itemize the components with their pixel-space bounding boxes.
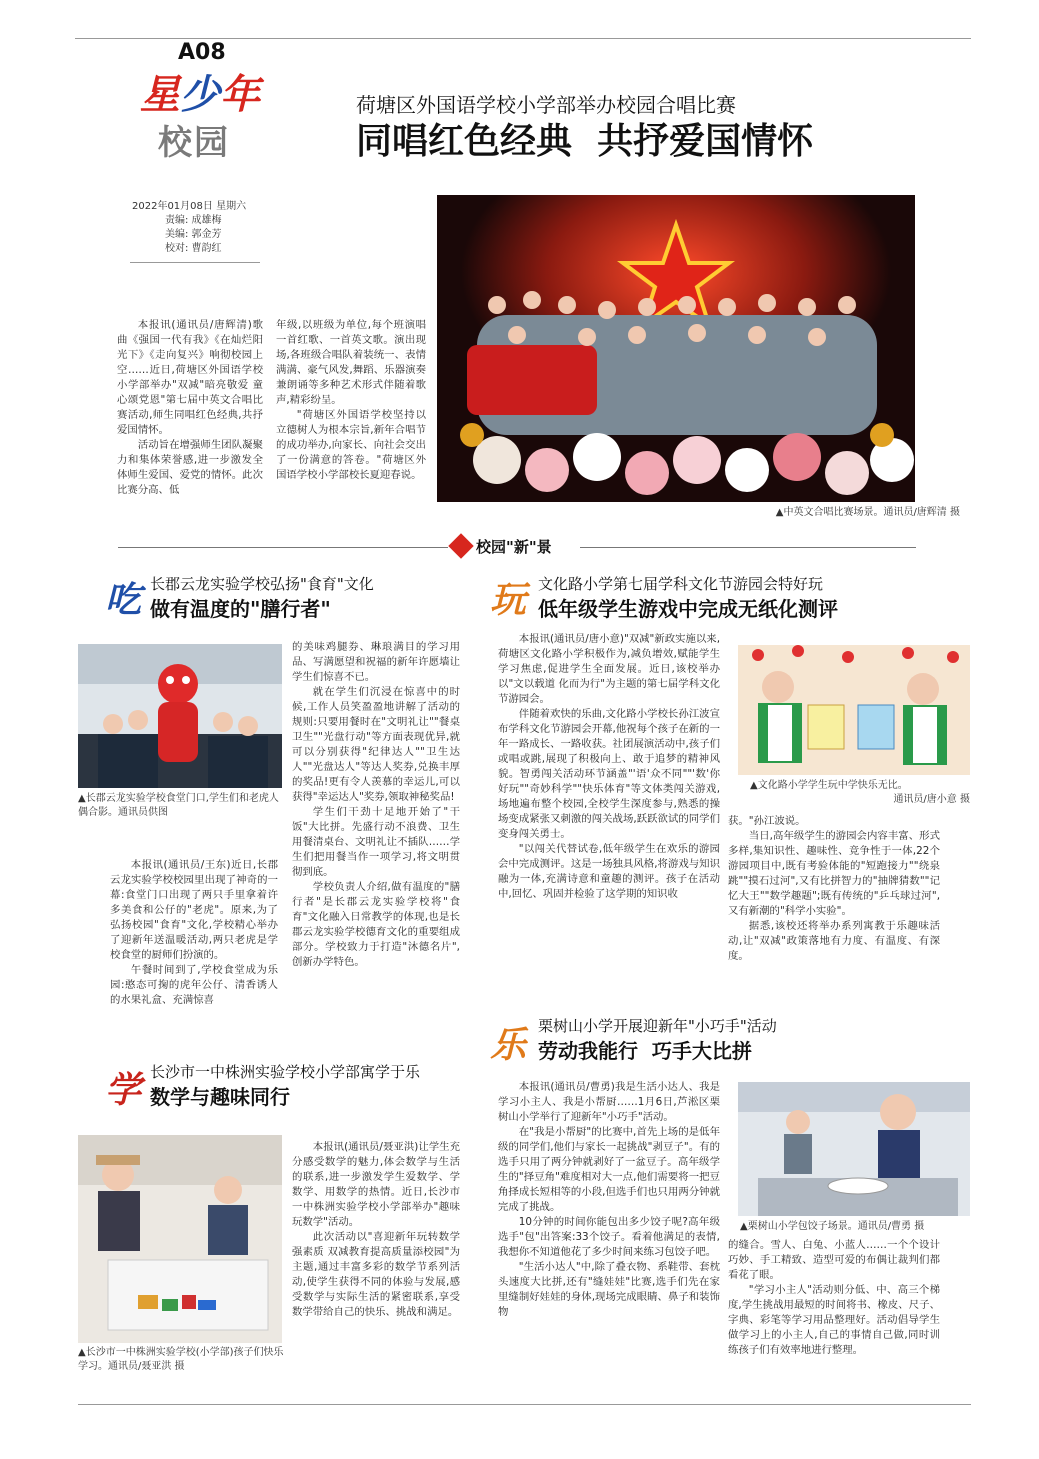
star-stage-icon bbox=[437, 195, 915, 502]
play-kicker: 文化路小学第七届学科文化节游园会特好玩 bbox=[538, 575, 824, 593]
eat-kicker: 长郡云龙实验学校弘扬"食育"文化 bbox=[150, 575, 374, 593]
section-banner: 校园"新"景 bbox=[476, 538, 552, 556]
happy-paragraph: "生活小达人"中,除了叠衣物、系鞋带、套枕头速度大比拼,还有"缝娃娃"比赛,选手们先在家里缝制好娃娃的身体,现场完成眼睛、鼻子和装饰物 bbox=[498, 1261, 720, 1318]
lead-column-1 bbox=[117, 318, 263, 523]
brand-char-3: 年 bbox=[220, 71, 260, 118]
eat-col1-paragraph: 午餐时间到了,学校食堂成为乐园:憨态可掬的虎年公仔、清香诱人的水果礼盒、充满惊喜 bbox=[110, 964, 278, 1006]
play-col2-paragraph: 据悉,该校还将举办系列寓教于乐趣味活动,让"双减"政策落地有力度、有温度、有深度。 bbox=[728, 920, 940, 962]
learn-tag: 学 bbox=[105, 1069, 142, 1111]
brand-char-2: 少 bbox=[180, 71, 220, 118]
lead-photo-caption: ▲中英文合唱比赛场景。通讯员/唐辉清 摄 bbox=[775, 507, 960, 518]
eat-photo-caption: ▲长郡云龙实验学校食堂门口,学生们和老虎人偶合影。通讯员供图 bbox=[78, 793, 279, 818]
section-title: 校园 bbox=[158, 123, 230, 163]
lead-col2-paragraph: "荷塘区外国语学校坚持以立德树人为根本宗旨,新年合唱节的成功举办,向家长、向社会交出了一份满意的答卷。"荷塘区外国语学校小学部校长夏迎春说。 bbox=[276, 409, 426, 481]
bottom-rule bbox=[78, 1404, 971, 1405]
eat-col2-paragraph: 学校负责人介绍,做有温度的"膳行者"是长郡云龙实验学校将"食育"文化融入日常教学的体现,也是长郡云龙实验学校德育文化的重要组成部分。学校致力于打造"沐德名片",创新办学特色。 bbox=[292, 881, 460, 968]
brand-logo bbox=[140, 70, 260, 120]
play-col2-paragraph: 获。"孙江波说。 bbox=[728, 815, 806, 827]
play-tag: 玩 bbox=[490, 579, 527, 621]
eat-col1-paragraph: 本报讯(通讯员/王东)近日,长郡云龙实验学校校园里出现了神奇的一幕:食堂门口出现了两只手里拿着许多美食和公仔的"老虎"。原来,为了弘扬校园"食育"文化,学校精心举办了迎新年送温暖活动,两只老虎是学校食堂的厨师们扮演的。 bbox=[110, 859, 278, 961]
happy-photo-caption: ▲栗树山小学包饺子场景。通讯员/曹勇 摄 bbox=[740, 1221, 925, 1232]
play-column-1 bbox=[498, 632, 720, 1044]
date-line: 2022年01月08日 星期六 bbox=[132, 201, 247, 212]
happy-photo bbox=[738, 1082, 970, 1216]
play-photo-caption-2: 通讯员/唐小意 摄 bbox=[893, 794, 970, 805]
play-column-2 bbox=[728, 814, 940, 1044]
masthead-rule bbox=[130, 262, 260, 263]
play-photo-caption-1: ▲文化路小学学生玩中学快乐无比。 bbox=[750, 780, 908, 791]
lead-headline: 同唱红色经典 共抒爱国情怀 bbox=[356, 121, 814, 162]
banner-rule-left bbox=[118, 547, 448, 548]
play-photo bbox=[738, 645, 970, 775]
learn-photo-caption: ▲长沙市一中株洲实验学校(小学部)孩子们快乐学习。通讯员/聂亚洪 摄 bbox=[78, 1347, 284, 1372]
dumpling-photo bbox=[738, 1082, 970, 1216]
banner-icon bbox=[448, 533, 473, 558]
play-col2-paragraph: 当日,高年级学生的游园会内容丰富、形式多样,集知识性、趣味性、竞争性于一体,22个游园项目中,既有考验体能的"短跑接力""绕泉跳""摸石过河",又有比拼智力的"抽牌猜数""记忆大王""数学趣题";既有传统的"乒乓球过河",又有新潮的"科学小实验"。 bbox=[728, 830, 940, 917]
happy-headline: 劳动我能行 巧手大比拼 bbox=[538, 1039, 752, 1063]
lead-kicker: 荷塘区外国语学校小学部举办校园合唱比赛 bbox=[356, 93, 736, 117]
happy-col2-paragraph: 的缝合。雪人、白兔、小蓝人……一个个设计巧妙、手工精致、造型可爱的布偶让裁判们都看花了眼。 bbox=[728, 1239, 940, 1281]
learn-column bbox=[292, 1140, 460, 1382]
learn-headline: 数学与趣味同行 bbox=[150, 1085, 290, 1109]
happy-column-1 bbox=[498, 1080, 720, 1382]
eat-photo bbox=[78, 644, 282, 788]
banner-rule-right bbox=[580, 547, 916, 548]
eat-column-2 bbox=[292, 640, 460, 1090]
learn-kicker: 长沙市一中株洲实验学校小学部寓学于乐 bbox=[150, 1063, 421, 1081]
game-students-photo bbox=[738, 645, 970, 775]
eat-col2-paragraph: 学生们干劲十足地开始了"干饭"大比拼。先盛行动不浪费、卫生用餐清桌台、文明礼让不插队……学生们把用餐当作一项学习,将文明贯彻到底。 bbox=[292, 806, 460, 878]
editor-line: 责编: 成雄梅 bbox=[165, 215, 222, 226]
page-number: A08 bbox=[178, 40, 226, 65]
tiger-mascot-photo bbox=[78, 644, 282, 788]
lead-col1-paragraph: 活动旨在增强师生团队凝聚力和集体荣誉感,进一步激发全体师生爱国、爱党的情怀。此次比赛分高、低 bbox=[117, 439, 263, 496]
eat-headline: 做有温度的"膳行者" bbox=[150, 597, 331, 621]
happy-paragraph: 本报讯(通讯员/曹勇)我是生活小达人、我是学习小主人、我是小帮厨……1月6日,芦淞区栗树山小学举行了迎新年"小巧手"活动。 bbox=[498, 1081, 720, 1123]
play-col1-paragraph: 伴随着欢快的乐曲,文化路小学校长孙江波宣布学科文化节游园会开幕,他祝每个孩子在新的一年一路成长、一路收获。社团展演活动中,孩子们或唱或跳,展现了积极向上、敢于追梦的精神风貌。智勇闯关活动环节涵盖"'语'众不同""'数'你好玩""奇妙科学""快乐体育"等文体类闯关游戏,场地遍布整个校园,全校学生深度参与,熟悉的操场变成紧张又刺激的闯关战场,跃跃欲试的同学们变身闯关勇士。 bbox=[498, 708, 720, 840]
learn-paragraph: 此次活动以"喜迎新年玩转数学强素质 双减教育提高质量添校园"为主题,通过丰富多彩的数学节系列活动,使学生获得不同的体验与发展,感受数学与实际生活的紧密联系,享受数学带给自己的快乐、挑战和满足。 bbox=[292, 1231, 460, 1318]
learn-paragraph: 本报讯(通讯员/聂亚洪)让学生充分感受数学的魅力,体会数学与生活的联系,进一步激发学生爱数学、学数学、用数学的热情。近日,长沙市一中株洲实验学校小学部举办"趣味玩数学"活动。 bbox=[292, 1141, 460, 1228]
play-col1-paragraph: "以闯关代替试卷,低年级学生在欢乐的游园会中完成测评。这是一场独具风格,将游戏与知识融为一体,充满诗意和童趣的测评。孩子在活动中,回忆、巩固并检验了这学期的知识收 bbox=[498, 843, 720, 900]
play-headline: 低年级学生游戏中完成无纸化测评 bbox=[538, 597, 838, 621]
top-rule bbox=[75, 38, 971, 39]
proofreader-line: 校对: 曹韵红 bbox=[165, 243, 222, 254]
happy-kicker: 栗树山小学开展迎新年"小巧手"活动 bbox=[538, 1017, 777, 1035]
happy-col2-paragraph: "学习小主人"活动则分低、中、高三个梯度,学生挑战用最短的时间将书、橡皮、尺子、字典、彩笔等学习用品整理好。活动倡导学生做学习上的小主人,自己的事情自己做,同时训练孩子们有效率地进行整理。 bbox=[728, 1284, 940, 1356]
happy-paragraph: 10分钟的时间你能包出多少饺子呢?高年级选手"包"出答案:33个饺子。看着他满足的表情,我想你不知道他花了多少时间来练习包饺子吧。 bbox=[498, 1216, 720, 1258]
math-class-photo bbox=[78, 1135, 282, 1343]
eat-tag: 吃 bbox=[105, 579, 142, 621]
lead-col2-paragraph: 年级,以班级为单位,每个班演唱一首红歌、一首英文歌。演出现场,各班级合唱队着装统一、表情满满、豪气风发,舞蹈、乐器演奏兼朗诵等多种艺术形式伴随着歌声,精彩纷呈。 bbox=[276, 319, 426, 406]
lead-col1-paragraph: 本报讯(通讯员/唐辉清)歌曲《强国一代有我》《在灿烂阳光下》《走向复兴》响彻校园上空……近日,荷塘区外国语学校小学部举办"双减"暗亮敬爱 童心颂党恩"第七届中英文合唱比赛活动,师生同唱红色经典,共抒爱国情怀。 bbox=[117, 319, 263, 436]
lead-photo bbox=[437, 195, 915, 502]
happy-column-2 bbox=[728, 1238, 940, 1382]
brand-char-1: 星 bbox=[140, 71, 180, 118]
happy-tag: 乐 bbox=[490, 1024, 527, 1066]
play-col1-paragraph: 本报讯(通讯员/唐小意)"双减"新政实施以来,荷塘区文化路小学积极作为,减负增效,赋能学生学习焦虑,促进学生全面发展。近日,该校举办以"文以载道 化而为行"为主题的第七届学科文化节游园会。 bbox=[498, 633, 720, 705]
learn-photo bbox=[78, 1135, 282, 1343]
art-editor-line: 美编: 郭金芳 bbox=[165, 229, 222, 240]
eat-col2-paragraph: 就在学生们沉浸在惊喜中的时候,工作人员笑盈盈地讲解了活动的规则:只要用餐时在"文明礼让""餐桌卫生""光盘行动"等方面表现优异,就可以分别获得"纪律达人""卫生达人""光盘达人"等达人奖券,兑换丰厚的奖品!更有令人羡慕的幸运儿,可以获得"幸运达人"奖券,领取神秘奖品! bbox=[292, 686, 460, 803]
eat-col2-paragraph: 的美味鸡腿券、琳琅满目的学习用品、写满愿望和祝福的新年许愿墙让学生们惊喜不已。 bbox=[292, 641, 460, 683]
lead-column-2 bbox=[276, 318, 426, 523]
happy-paragraph: 在"我是小帮厨"的比赛中,首先上场的是低年级的同学们,他们与家长一起挑战"剥豆子"。有的选手只用了两分钟就剥好了一盆豆子。高年级学生的"择豆角"难度相对大一点,他们需要将一把豆角择成长短相等的小段,但选手们也只用两分钟就完成了挑战。 bbox=[498, 1126, 720, 1213]
eat-column-1 bbox=[110, 858, 278, 1090]
